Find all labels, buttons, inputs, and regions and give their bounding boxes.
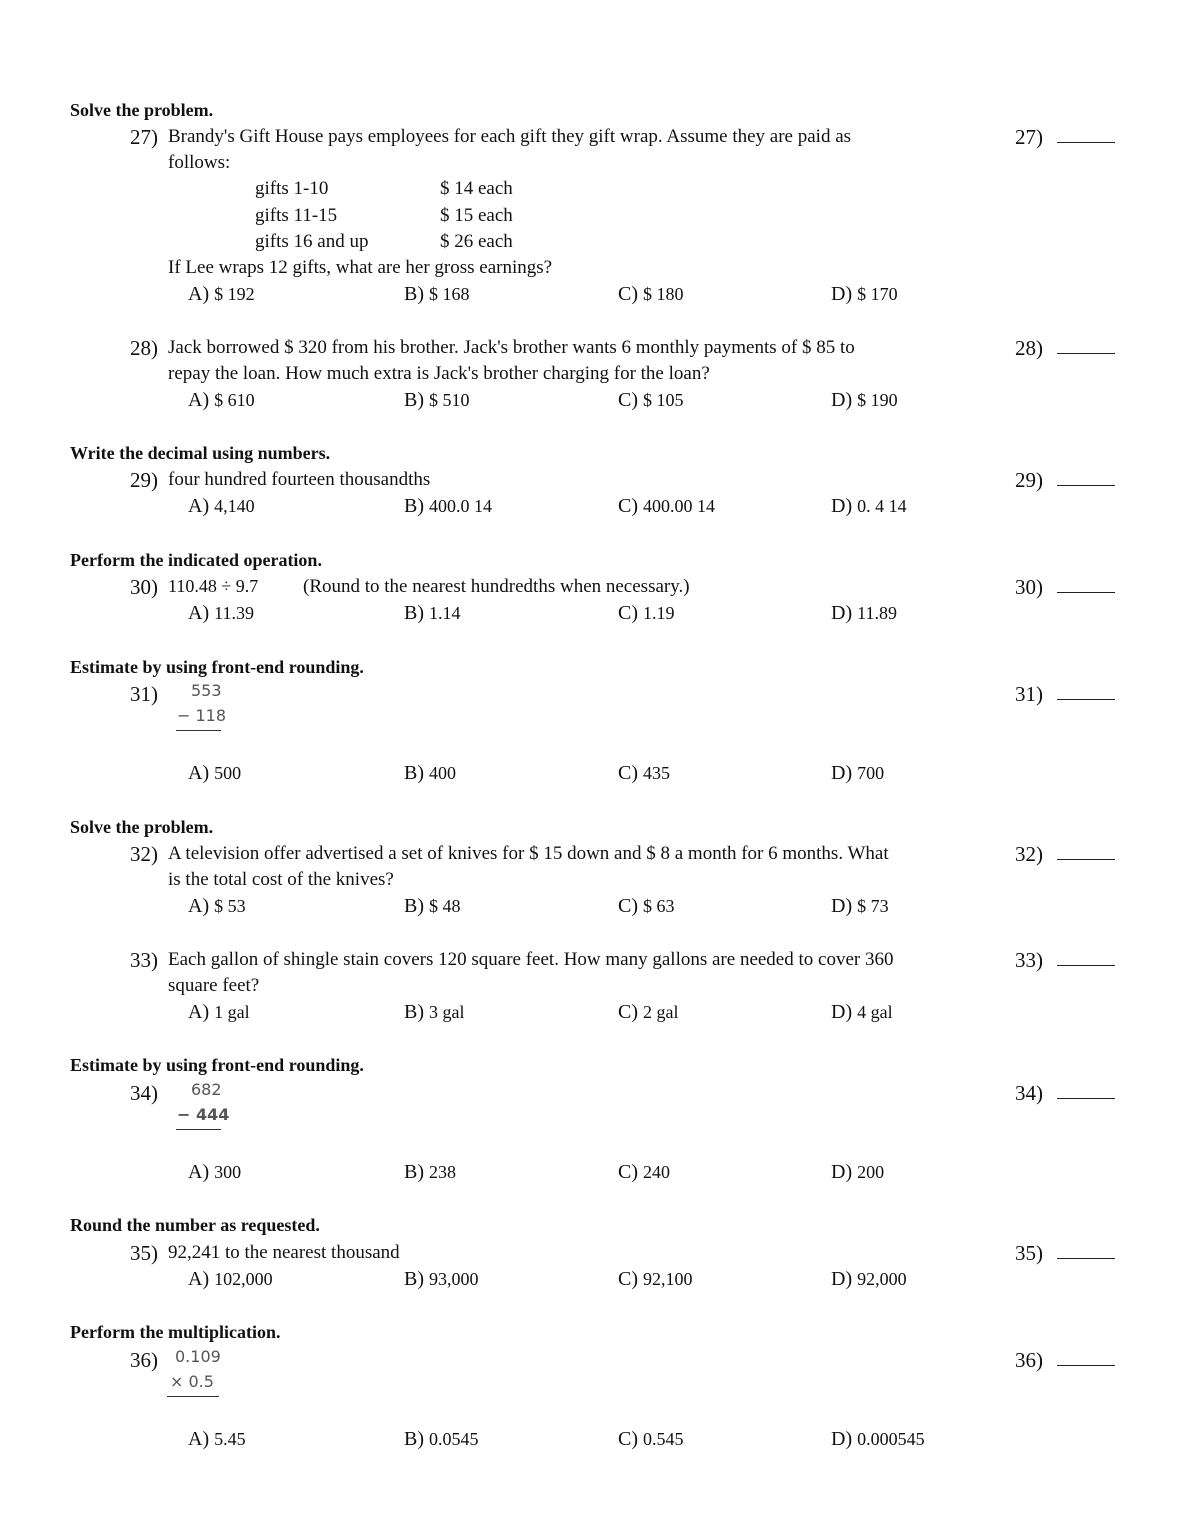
answer-number: 35) [1015,1241,1043,1265]
choice-letter: C) [618,283,638,305]
choice-letter: A) [188,389,210,411]
choice-letter: D) [831,1428,853,1450]
choice-value: 200 [857,1162,885,1182]
choice-value: 4 gal [857,1002,893,1022]
choice-value: 2 gal [643,1002,679,1022]
choice-letter: B) [404,389,424,411]
choice-value: $ 168 [429,284,470,304]
choice-letter: A) [188,762,210,784]
choice-value: 102,000 [214,1269,273,1289]
choice-value: 3 gal [429,1002,465,1022]
choice-a[interactable] [188,283,255,306]
choice-a[interactable] [188,1428,246,1451]
question-number: 36) [130,1348,158,1372]
choice-value: 11.89 [857,603,897,623]
rate-value: $ 26 each [440,231,513,252]
choice-b[interactable] [404,495,492,518]
choice-b[interactable] [404,389,470,412]
choice-letter: A) [188,495,210,517]
operation-rule [167,1396,219,1397]
choice-c[interactable] [618,602,675,625]
choice-letter: D) [831,495,853,517]
choice-value: 5.45 [214,1429,246,1449]
question-number: 35) [130,1241,158,1265]
section-heading: Round the number as requested. [70,1215,320,1235]
choice-b[interactable] [404,602,461,625]
choice-c[interactable] [618,283,684,306]
choice-value: 11.39 [214,603,254,623]
question-number: 31) [130,682,158,706]
choice-c[interactable] [618,1001,679,1024]
choice-c[interactable] [618,1268,693,1291]
question-text: Each gallon of shingle stain covers 120 square feet. How many gallons are needed to cover 360 [168,949,894,970]
choice-value: $ 180 [643,284,684,304]
choice-letter: B) [404,1268,424,1290]
question-text: square feet? [168,975,260,996]
choice-letter: A) [188,895,210,917]
choice-d[interactable] [831,283,898,306]
choice-c[interactable] [618,495,715,518]
choice-value: 500 [214,763,242,783]
choice-d[interactable] [831,495,907,518]
choice-value: $ 510 [429,390,470,410]
choice-value: 400.0 14 [429,496,492,516]
section-heading: Perform the indicated operation. [70,550,322,570]
answer-blank[interactable] [1057,965,1115,966]
choice-value: 0.0545 [429,1429,479,1449]
answer-blank[interactable] [1057,592,1115,593]
choice-value: 4,140 [214,496,255,516]
choice-d[interactable] [831,602,897,625]
question-text: A television offer advertised a set of knives for $ 15 down and $ 8 a month for 6 months. What [168,843,889,864]
choice-value: 0.000545 [857,1429,925,1449]
choice-letter: C) [618,389,638,411]
answer-number: 28) [1015,336,1043,360]
choice-c[interactable] [618,1161,670,1184]
choice-letter: D) [831,602,853,624]
answer-number: 27) [1015,125,1043,149]
answer-blank[interactable] [1057,1098,1115,1099]
choice-letter: D) [831,1001,853,1023]
choice-value: $ 48 [429,896,461,916]
choice-value: $ 63 [643,896,675,916]
choice-a[interactable] [188,495,255,518]
answer-number: 30) [1015,575,1043,599]
choice-a[interactable] [188,1161,241,1184]
choice-letter: D) [831,762,853,784]
answer-blank[interactable] [1057,485,1115,486]
choice-d[interactable] [831,1161,884,1184]
question-number: 27) [130,125,158,149]
operand-top: 682 [191,1080,222,1099]
operand-bottom: − 444 [177,1105,230,1124]
choice-value: $ 170 [857,284,898,304]
choice-b[interactable] [404,1001,465,1024]
answer-number: 36) [1015,1348,1043,1372]
choice-value: 400.00 14 [643,496,715,516]
choice-value: 0.545 [643,1429,684,1449]
question-number: 32) [130,842,158,866]
question-number: 30) [130,575,158,599]
answer-blank[interactable] [1057,353,1115,354]
choice-c[interactable] [618,1428,684,1451]
choice-value: 92,100 [643,1269,693,1289]
section-heading: Solve the problem. [70,817,214,837]
choice-letter: D) [831,1161,853,1183]
choice-letter: A) [188,1428,210,1450]
choice-value: 300 [214,1162,242,1182]
choice-letter: B) [404,495,424,517]
section-heading: Estimate by using front-end rounding. [70,657,364,677]
choice-letter: C) [618,895,638,917]
choice-value: $ 190 [857,390,898,410]
choice-d[interactable] [831,762,884,785]
question-text: Jack borrowed $ 320 from his brother. Jack's brother wants 6 monthly payments of $ 85 to [168,337,855,358]
choice-letter: C) [618,1428,638,1450]
choice-letter: B) [404,602,424,624]
choice-letter: D) [831,283,853,305]
answer-blank[interactable] [1057,1258,1115,1259]
choice-letter: C) [618,762,638,784]
choice-b[interactable] [404,1268,479,1291]
choice-a[interactable] [188,1268,273,1291]
choice-value: $ 105 [643,390,684,410]
choice-letter: A) [188,283,210,305]
choice-letter: B) [404,1001,424,1023]
choice-b[interactable] [404,895,461,918]
rate-value: $ 15 each [440,205,513,226]
section-heading: Solve the problem. [70,100,214,120]
choice-letter: C) [618,1161,638,1183]
answer-blank[interactable] [1057,859,1115,860]
choice-b[interactable] [404,1428,479,1451]
choice-d[interactable] [831,1428,925,1451]
question-text: If Lee wraps 12 gifts, what are her gross earnings? [168,257,553,278]
choice-letter: B) [404,762,424,784]
answer-number: 31) [1015,682,1043,706]
choice-b[interactable] [404,283,470,306]
answer-number: 33) [1015,948,1043,972]
choice-letter: B) [404,1428,424,1450]
question-text: is the total cost of the knives? [168,869,394,890]
choice-value: 238 [429,1162,456,1182]
choice-letter: C) [618,495,638,517]
choice-value: 240 [643,1162,670,1182]
choice-letter: B) [404,895,424,917]
choice-letter: B) [404,283,424,305]
choice-value: 700 [857,763,885,783]
rate-label: gifts 1-10 [255,178,329,199]
choice-value: $ 610 [214,390,255,410]
question-text: Brandy's Gift House pays employees for each gift they gift wrap. Assume they are paid as [168,126,852,147]
choice-letter: A) [188,602,210,624]
choice-value: 1 gal [214,1002,250,1022]
question-number: 34) [130,1081,158,1105]
choice-d[interactable] [831,895,889,918]
choice-letter: A) [188,1161,210,1183]
choice-d[interactable] [831,1268,907,1291]
operand-bottom: − 118 [177,706,227,725]
choice-value: 435 [643,763,670,783]
choice-letter: A) [188,1268,210,1290]
choice-letter: A) [188,1001,210,1023]
operation-rule [176,1129,221,1130]
question-number: 28) [130,336,158,360]
answer-number: 34) [1015,1081,1043,1105]
section-heading: Write the decimal using numbers. [70,443,331,463]
question-number: 33) [130,948,158,972]
choice-value: $ 192 [214,284,255,304]
choice-a[interactable] [188,895,246,918]
question-text: 92,241 to the nearest thousand [168,1242,400,1263]
answer-blank[interactable] [1057,699,1115,700]
choice-c[interactable] [618,389,684,412]
rate-value: $ 14 each [440,178,513,199]
choice-letter: C) [618,1268,638,1290]
choice-a[interactable] [188,389,255,412]
rate-label: gifts 16 and up [255,231,369,252]
choice-b[interactable] [404,762,456,785]
choice-value: 92,000 [857,1269,907,1289]
choice-letter: B) [404,1161,424,1183]
choice-value: $ 53 [214,896,246,916]
choice-letter: D) [831,895,853,917]
section-heading: Perform the multiplication. [70,1322,281,1342]
choice-value: 1.19 [643,603,675,623]
rate-label: gifts 11-15 [255,205,338,226]
answer-blank[interactable] [1057,1365,1115,1366]
choice-value: 400 [429,763,456,783]
choice-d[interactable] [831,1001,893,1024]
choice-value: 0. 4 14 [857,496,907,516]
choice-letter: C) [618,602,638,624]
operation-rule [176,730,221,731]
choice-c[interactable] [618,895,675,918]
question-number: 29) [130,468,158,492]
operand-top: 553 [191,681,222,700]
choice-c[interactable] [618,762,670,785]
choice-value: $ 73 [857,896,889,916]
question-text: four hundred fourteen thousandths [168,469,431,490]
choice-a[interactable] [188,762,241,785]
choice-a[interactable] [188,1001,250,1024]
section-heading: Estimate by using front-end rounding. [70,1055,364,1075]
choice-value: 1.14 [429,603,461,623]
question-text: repay the loan. How much extra is Jack's brother charging for the loan? [168,363,710,384]
question-text: 110.48 ÷ 9.7 [168,576,259,596]
choice-value: 93,000 [429,1269,479,1289]
choice-b[interactable] [404,1161,456,1184]
choice-letter: D) [831,1268,853,1290]
choice-letter: C) [618,1001,638,1023]
answer-number: 29) [1015,468,1043,492]
answer-blank[interactable] [1057,142,1115,143]
operand-bottom: × 0.5 [170,1372,214,1391]
operand-top: 0.109 [175,1347,221,1366]
answer-number: 32) [1015,842,1043,866]
question-text: follows: [168,152,231,173]
choice-d[interactable] [831,389,898,412]
question-note: (Round to the nearest hundredths when necessary.) [303,576,690,597]
choice-letter: D) [831,389,853,411]
choice-a[interactable] [188,602,254,625]
